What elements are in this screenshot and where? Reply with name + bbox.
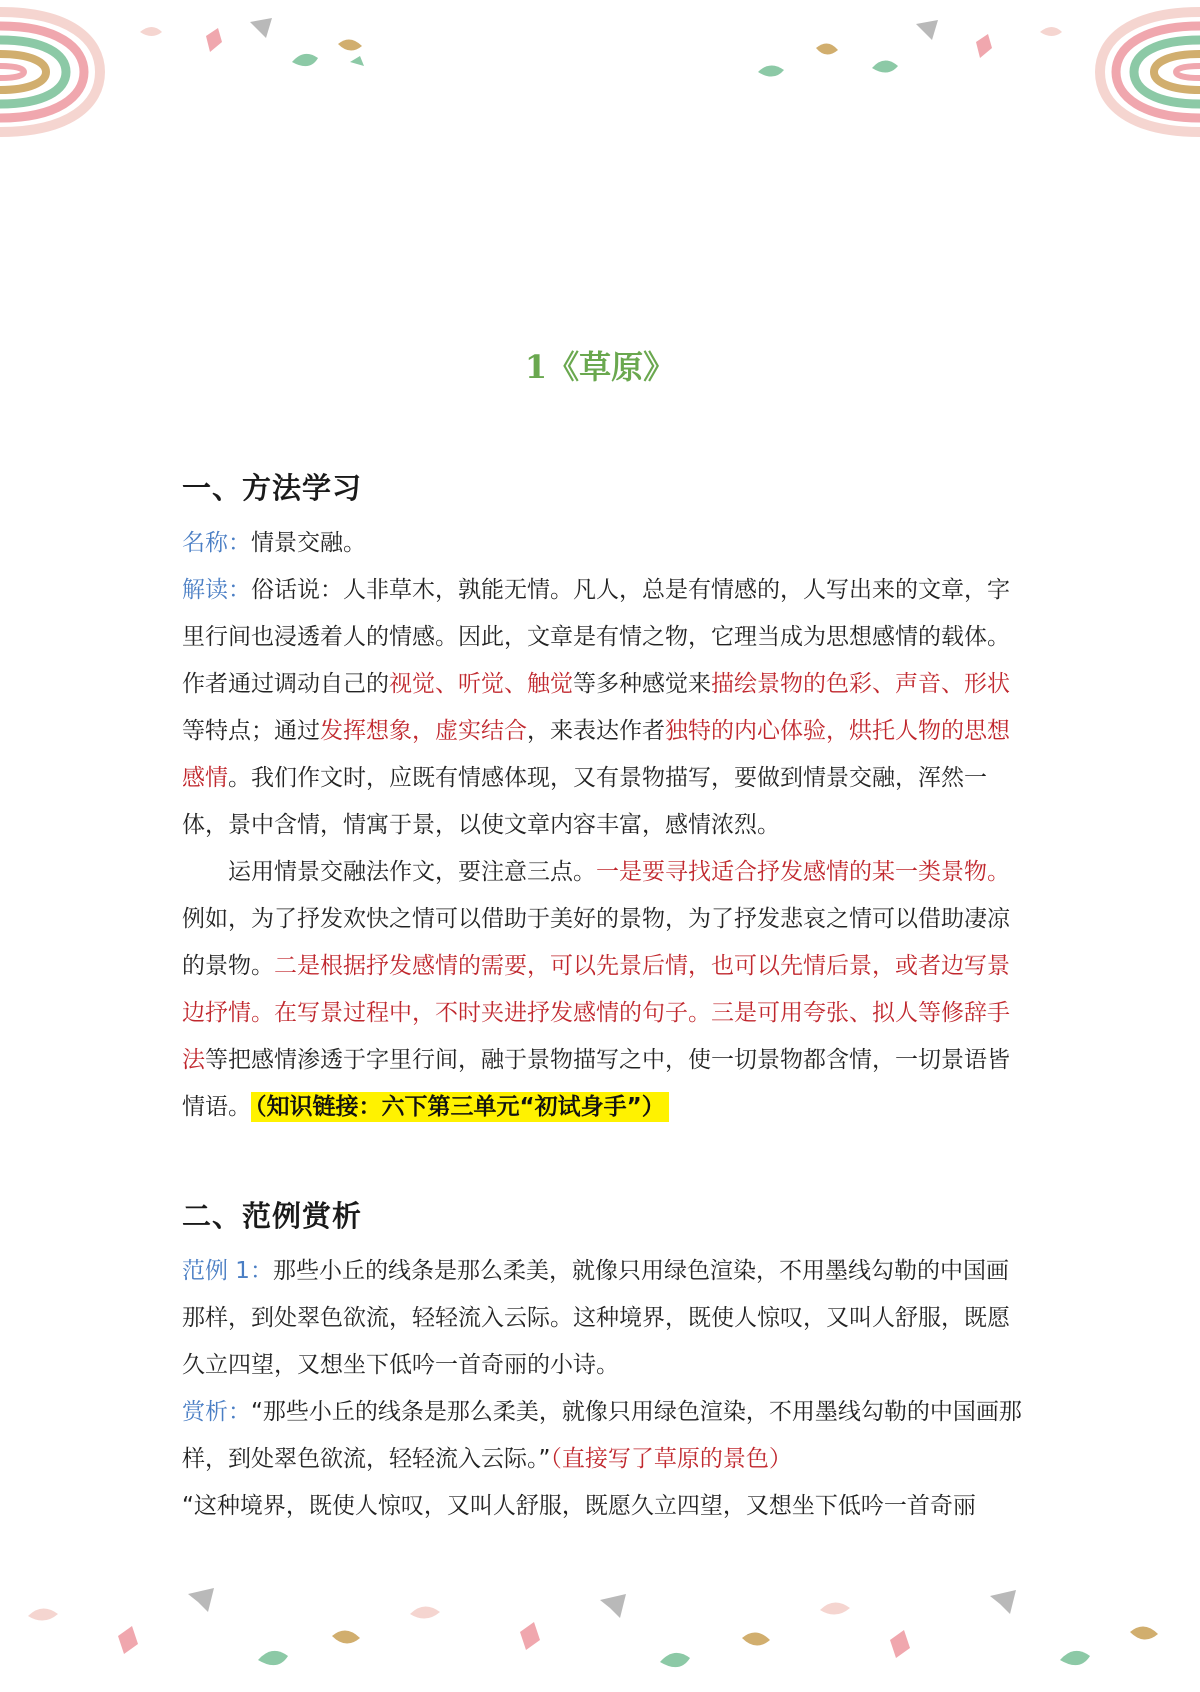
example-label: 范例 1： [182,1258,273,1284]
analysis-label: 赏析： [182,1399,251,1425]
interpretation-text: 。我们作文时，应既有情感体现，又有景物描写，要做到情景交融，浑然一体，景中含情，情寓于景，以使文章内容丰富，感情浓烈。 [182,765,987,838]
example-text: 那些小丘的线条是那么柔美，就像只用绿色渲染，不用墨线勾勒的中国画那样，到处翠色欲流，轻轻流入云际。这种境界，既使人惊叹，又叫人舒服，既愿久立四望，又想坐下低吟一首奇丽的小诗。 [182,1258,1010,1378]
section-heading: 一、方法学习 [182,471,363,505]
analysis-note: （直接写了草原的景色） [550,1446,792,1472]
section-method-study [182,468,1022,508]
continuation-text: “这种境界，既使人惊叹，又叫人舒服，既愿久立四望，又想坐下低吟一首奇丽 [182,1493,976,1519]
page-title: 1《草原》 [524,348,676,386]
emphasis-text: 二是根据抒发感情的需要，可以先景后情，也可以先情后景，或者边写景边抒情。在写景过程中，不时夹进抒发感情的句子。三是可用夸张、拟人等修辞手法 [182,953,1010,1073]
section-heading: 二、范例赏析 [182,1199,363,1233]
rainbow-right-icon [1100,12,1200,132]
interpretation-paragraph [182,567,1022,849]
example-paragraph [182,1248,1022,1389]
emphasis-text: 发挥想象，虚实结合 [320,718,527,744]
name-paragraph [182,520,1022,567]
interpretation-text: 等多种感觉来 [573,671,711,697]
rainbow-left-icon [0,12,100,132]
section-method-body [182,520,1022,1131]
section-example-body [182,1248,1022,1530]
method-paragraph [182,849,1022,1131]
interpretation-label: 解读： [182,577,251,603]
interpretation-text: 等特点；通过 [182,718,320,744]
top-decoration [0,0,1200,150]
analysis-text: “那些小丘的线条是那么柔美，就像只用绿色渲染，不用墨线勾勒的中国画那样，到处翠色欲流，轻轻流入云际。” [182,1399,1022,1472]
knowledge-link-highlight: （知识链接：六下第三单元“初试身手”） [251,1092,669,1122]
analysis-paragraph [182,1389,1022,1483]
interpretation-text: ，来表达作者 [527,718,665,744]
emphasis-text: 视觉、听觉、触觉 [389,671,573,697]
interpretation-text: 俗话说：人非草木，孰能无情。凡人，总是有情感的，人写出来的文章，字里行间也浸透着人的情感。因此，文章是有情之物，它理当成为思想感情的载体。作者通过调动自己的 [182,577,1010,697]
section-example-analysis [182,1196,1022,1236]
method-text: 等把感情渗透于字里行间，融于景物描写之中，使一切景物都含情，一切景语皆情语。 [182,1047,1010,1120]
leaf-cluster-left-icon [140,18,364,66]
emphasis-text: 一是要寻找适合抒发感情的某一类景物。 [596,859,1010,885]
emphasis-text: 描绘景物的色彩、声音、形状 [711,671,1010,697]
leaf-cluster-right-icon [758,20,1062,77]
name-value: 情景交融。 [251,530,366,556]
emphasis-text: 独特的内心体验，烘托人物的思想感情 [182,718,1010,791]
name-label: 名称： [182,530,251,556]
bottom-decoration [0,1570,1200,1692]
leaf-row-icon [28,1588,1158,1667]
continuation-paragraph [182,1483,1022,1530]
method-text: 例如，为了抒发欢快之情可以借助于美好的景物，为了抒发悲哀之情可以借助凄凉的景物。 [182,906,1010,979]
method-text: 运用情景交融法作文，要注意三点。 [228,859,596,885]
